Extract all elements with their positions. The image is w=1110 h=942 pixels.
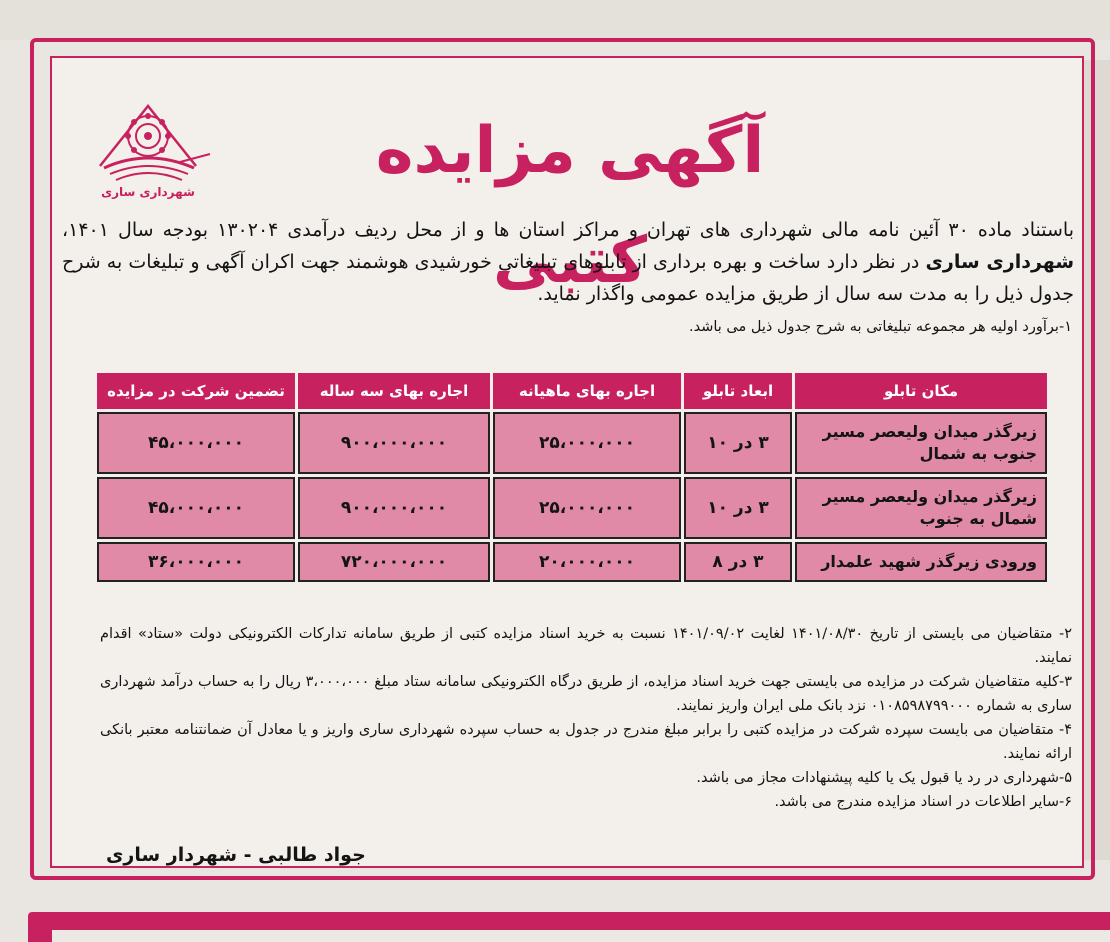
table-row <box>97 412 1047 474</box>
cell-three-year-rent: ۹۰۰،۰۰۰،۰۰۰ <box>298 477 490 539</box>
sari-municipality-logo-icon <box>82 96 214 200</box>
intro-text-part1: باستناد ماده ۳۰ آئین نامه مالی شهرداری های تهران و مراکز استان ها و از محل ردیف درآمدی ۱۳۰۲۰۴ بودجه سال ۱۴۰۱، <box>62 219 1074 241</box>
conditions-list <box>100 622 1072 814</box>
condition-item: ۵-شهرداری در رد یا قبول یک یا کلیه پیشنهادات مجاز می باشد. <box>696 770 1072 786</box>
cell-location: زیرگذر میدان ولیعصر مسیر جنوب به شمال <box>795 412 1047 474</box>
notice-title: آگهی مزایده کتبی <box>375 114 765 298</box>
paper-background-strip <box>0 0 1110 40</box>
intro-organization: شهرداری ساری <box>925 251 1074 273</box>
header-location: مکان تابلو <box>795 373 1047 409</box>
cell-size: ۳ در ۱۰ <box>684 412 792 474</box>
header-three-year-rent: اجاره بهای سه ساله <box>298 373 490 409</box>
cell-monthly-rent: ۲۵،۰۰۰،۰۰۰ <box>493 477 681 539</box>
next-notice-body <box>52 930 1110 942</box>
cell-three-year-rent: ۹۰۰،۰۰۰،۰۰۰ <box>298 412 490 474</box>
signature: جواد طالبی - شهردار ساری <box>106 844 366 866</box>
condition-item: ۶-سایر اطلاعات در اسناد مزایده مندرج می باشد. <box>774 794 1072 810</box>
header-monthly-rent: اجاره بهای ماهیانه <box>493 373 681 409</box>
cell-size: ۳ در ۸ <box>684 542 792 582</box>
cell-location: ورودی زیرگذر شهید علمدار <box>795 542 1047 582</box>
cell-guarantee: ۳۶،۰۰۰،۰۰۰ <box>97 542 295 582</box>
logo-text: شهرداری ساری <box>101 185 195 199</box>
cell-guarantee: ۴۵،۰۰۰،۰۰۰ <box>97 412 295 474</box>
condition-item: ۲- متقاضیان می بایستی از تاریخ ۱۴۰۱/۰۸/۳۰ لغایت ۱۴۰۱/۰۹/۰۲ نسبت به خرید اسناد مزایده کتبی از طریق سامانه تدارکات الکترونیکی دولت «ستاد» اقدام نمایند. <box>100 626 1072 666</box>
cell-size: ۳ در ۱۰ <box>684 477 792 539</box>
cell-monthly-rent: ۲۵،۰۰۰،۰۰۰ <box>493 412 681 474</box>
cell-monthly-rent: ۲۰،۰۰۰،۰۰۰ <box>493 542 681 582</box>
header-guarantee: تضمین شرکت در مزایده <box>97 373 295 409</box>
intro-text-part2: در نظر دارد ساخت و بهره برداری از تابلوهای تبلیغاتی خورشیدی هوشمند جهت اکران آگهی و تبلیغات به شرح جدول ذیل را به مدت سه سال از طریق مزایده عمومی واگذار نماید. <box>62 251 1074 305</box>
table-header-row <box>97 373 1047 409</box>
condition-item: ۴- متقاضیان می بایست سپرده شرکت در مزایده کتبی را برابر مبلغ مندرج در جدول به حساب سپرده شهرداری ساری واریز و یا معادل آن ضمانتنامه معتبر بانکی ارائه نمایند. <box>100 722 1072 762</box>
cell-location: زیرگذر میدان ولیعصر مسیر شمال به جنوب <box>795 477 1047 539</box>
intro-paragraph <box>62 214 1074 310</box>
cell-three-year-rent: ۷۲۰،۰۰۰،۰۰۰ <box>298 542 490 582</box>
estimate-note: ۱-برآورد اولیه هر مجموعه تبلیغاتی به شرح جدول ذیل می باشد. <box>688 319 1072 335</box>
cell-guarantee: ۴۵،۰۰۰،۰۰۰ <box>97 477 295 539</box>
header-size: ابعاد تابلو <box>684 373 792 409</box>
table-row <box>97 477 1047 539</box>
condition-item: ۳-کلیه متقاضیان شرکت در مزایده می بایستی جهت خرید اسناد مزایده، از طریق درگاه الکترونیکی سامانه ستاد مبلغ ۳،۰۰۰،۰۰۰ ریال را به حساب درآمد شهرداری ساری به شماره ۰۱۰۸۵۹۸۷۹۹۰۰۰ نزد بانک ملی ایران واریز نمایند. <box>100 674 1072 714</box>
tender-table <box>94 370 1050 585</box>
table-row <box>97 542 1047 582</box>
